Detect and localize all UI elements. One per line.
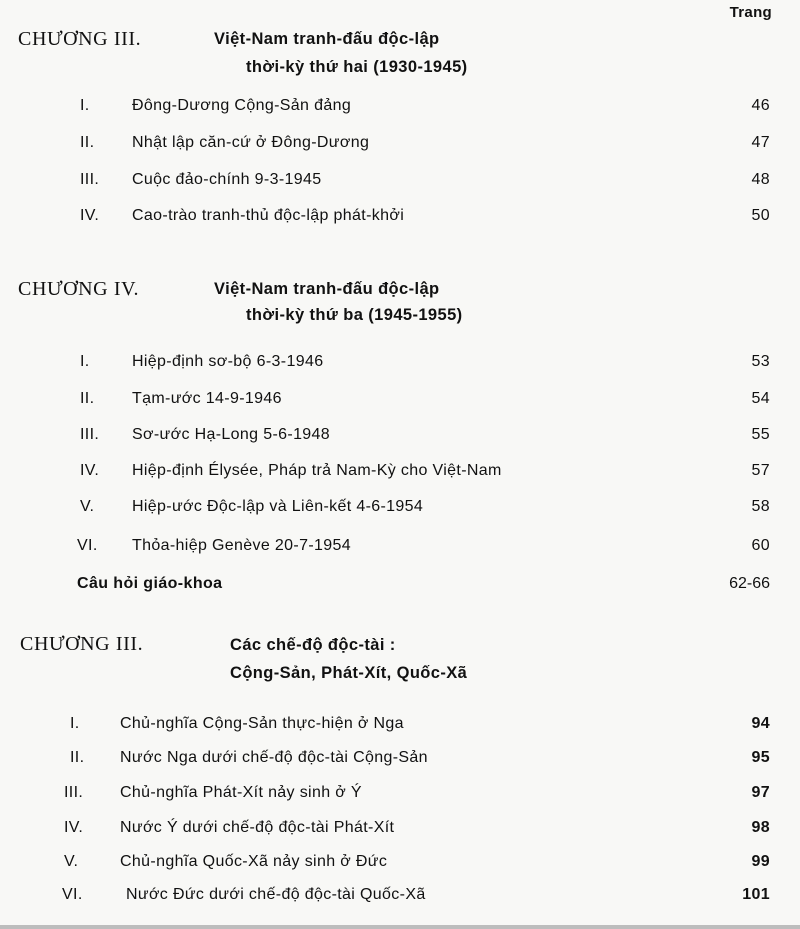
entry-title: Hiệp-ước Độc-lập và Liên-kết 4-6-1954 — [132, 498, 424, 515]
entry-page: 97 — [751, 784, 770, 801]
chapter-title-line1: Việt-Nam tranh-đấu độc-lập — [214, 30, 440, 48]
entry-page: 98 — [751, 819, 770, 836]
bottom-edge — [0, 925, 800, 929]
entry-title: Nước Ý dưới chế-độ độc-tài Phát-Xít — [120, 819, 395, 836]
toc-entry[interactable] — [0, 784, 800, 810]
entry-number: I. — [80, 97, 90, 114]
entry-title: Hiệp-định sơ-bộ 6-3-1946 — [132, 353, 324, 370]
toc-entry[interactable] — [0, 134, 800, 160]
toc-entry[interactable] — [0, 819, 800, 845]
review-page: 62-66 — [729, 575, 770, 592]
entry-number: I. — [80, 353, 90, 370]
review-title: Câu hỏi giáo-khoa — [77, 575, 223, 592]
toc-entry[interactable] — [0, 498, 800, 524]
entry-number: I. — [70, 715, 80, 732]
toc-entry[interactable] — [0, 353, 800, 379]
chapter-title-line2: thời-kỳ thứ hai (1930-1945) — [246, 58, 468, 76]
entry-title: Cao-trào tranh-thủ độc-lập phát-khởi — [132, 207, 405, 224]
entry-page: 99 — [751, 853, 770, 870]
entry-number: IV. — [80, 462, 100, 479]
entry-number: III. — [80, 426, 100, 443]
review-questions-entry[interactable] — [0, 575, 800, 601]
entry-title: Tạm-ước 14-9-1946 — [132, 390, 282, 407]
toc-entry[interactable] — [0, 886, 800, 912]
entry-title: Sơ-ước Hạ-Long 5-6-1948 — [132, 426, 331, 443]
entry-page: 57 — [751, 462, 770, 479]
entry-page: 53 — [751, 353, 770, 370]
entry-number: II. — [80, 390, 95, 407]
entry-title: Thỏa-hiệp Genève 20-7-1954 — [132, 537, 352, 554]
entry-title: Chủ-nghĩa Quốc-Xã nảy sinh ở Đức — [120, 853, 388, 870]
entry-number: III. — [80, 171, 100, 188]
entry-number: IV. — [80, 207, 100, 224]
entry-page: 95 — [751, 749, 770, 766]
entry-title: Đông-Dương Cộng-Sản đảng — [132, 97, 352, 114]
chapter-label: CHƯƠNG III. — [18, 28, 142, 50]
entry-page: 46 — [751, 97, 770, 114]
entry-number: V. — [80, 498, 95, 515]
entry-page: 50 — [751, 207, 770, 224]
chapter-title-line1: Các chế-độ độc-tài : — [230, 636, 396, 654]
toc-entry[interactable] — [0, 171, 800, 197]
entry-title: Hiệp-định Élysée, Pháp trả Nam-Kỳ cho Việt-Nam — [132, 462, 502, 479]
entry-number: VI. — [77, 537, 98, 554]
toc-entry[interactable] — [0, 749, 800, 775]
toc-entry[interactable] — [0, 462, 800, 488]
entry-number: II. — [70, 749, 85, 766]
entry-page: 94 — [751, 715, 770, 732]
entry-title: Nhật lập căn-cứ ở Đông-Dương — [132, 134, 370, 151]
entry-title: Cuộc đảo-chính 9-3-1945 — [132, 171, 322, 188]
chapter-label: CHƯƠNG III. — [20, 633, 144, 655]
entry-number: II. — [80, 134, 95, 151]
chapter-title-line2: Cộng-Sản, Phát-Xít, Quốc-Xã — [230, 664, 468, 682]
entry-number: IV. — [64, 819, 84, 836]
chapter-title-line1: Việt-Nam tranh-đấu độc-lập — [214, 280, 440, 298]
entry-page: 48 — [751, 171, 770, 188]
entry-page: 101 — [742, 886, 770, 903]
toc-entry[interactable] — [0, 715, 800, 741]
entry-page: 47 — [751, 134, 770, 151]
entry-title: Nước Nga dưới chế-độ độc-tài Cộng-Sản — [120, 749, 428, 766]
entry-title: Chủ-nghĩa Phát-Xít nảy sinh ở Ý — [120, 784, 362, 801]
entry-title: Nước Đức dưới chế-độ độc-tài Quốc-Xã — [126, 886, 426, 903]
chapter-label: CHƯƠNG IV. — [18, 278, 140, 300]
entry-page: 54 — [751, 390, 770, 407]
toc-entry[interactable] — [0, 426, 800, 452]
entry-number: VI. — [62, 886, 83, 903]
entry-title: Chủ-nghĩa Cộng-Sản thực-hiện ở Nga — [120, 715, 404, 732]
entry-page: 60 — [751, 537, 770, 554]
toc-entry[interactable] — [0, 97, 800, 123]
entry-page: 58 — [751, 498, 770, 515]
chapter-title-line2: thời-kỳ thứ ba (1945-1955) — [246, 306, 463, 324]
entry-number: III. — [64, 784, 84, 801]
toc-entry[interactable] — [0, 390, 800, 416]
entry-number: V. — [64, 853, 79, 870]
toc-entry[interactable] — [0, 853, 800, 879]
toc-entry[interactable] — [0, 537, 800, 563]
page-column-header: Trang — [729, 4, 772, 21]
entry-page: 55 — [751, 426, 770, 443]
toc-entry[interactable] — [0, 207, 800, 233]
